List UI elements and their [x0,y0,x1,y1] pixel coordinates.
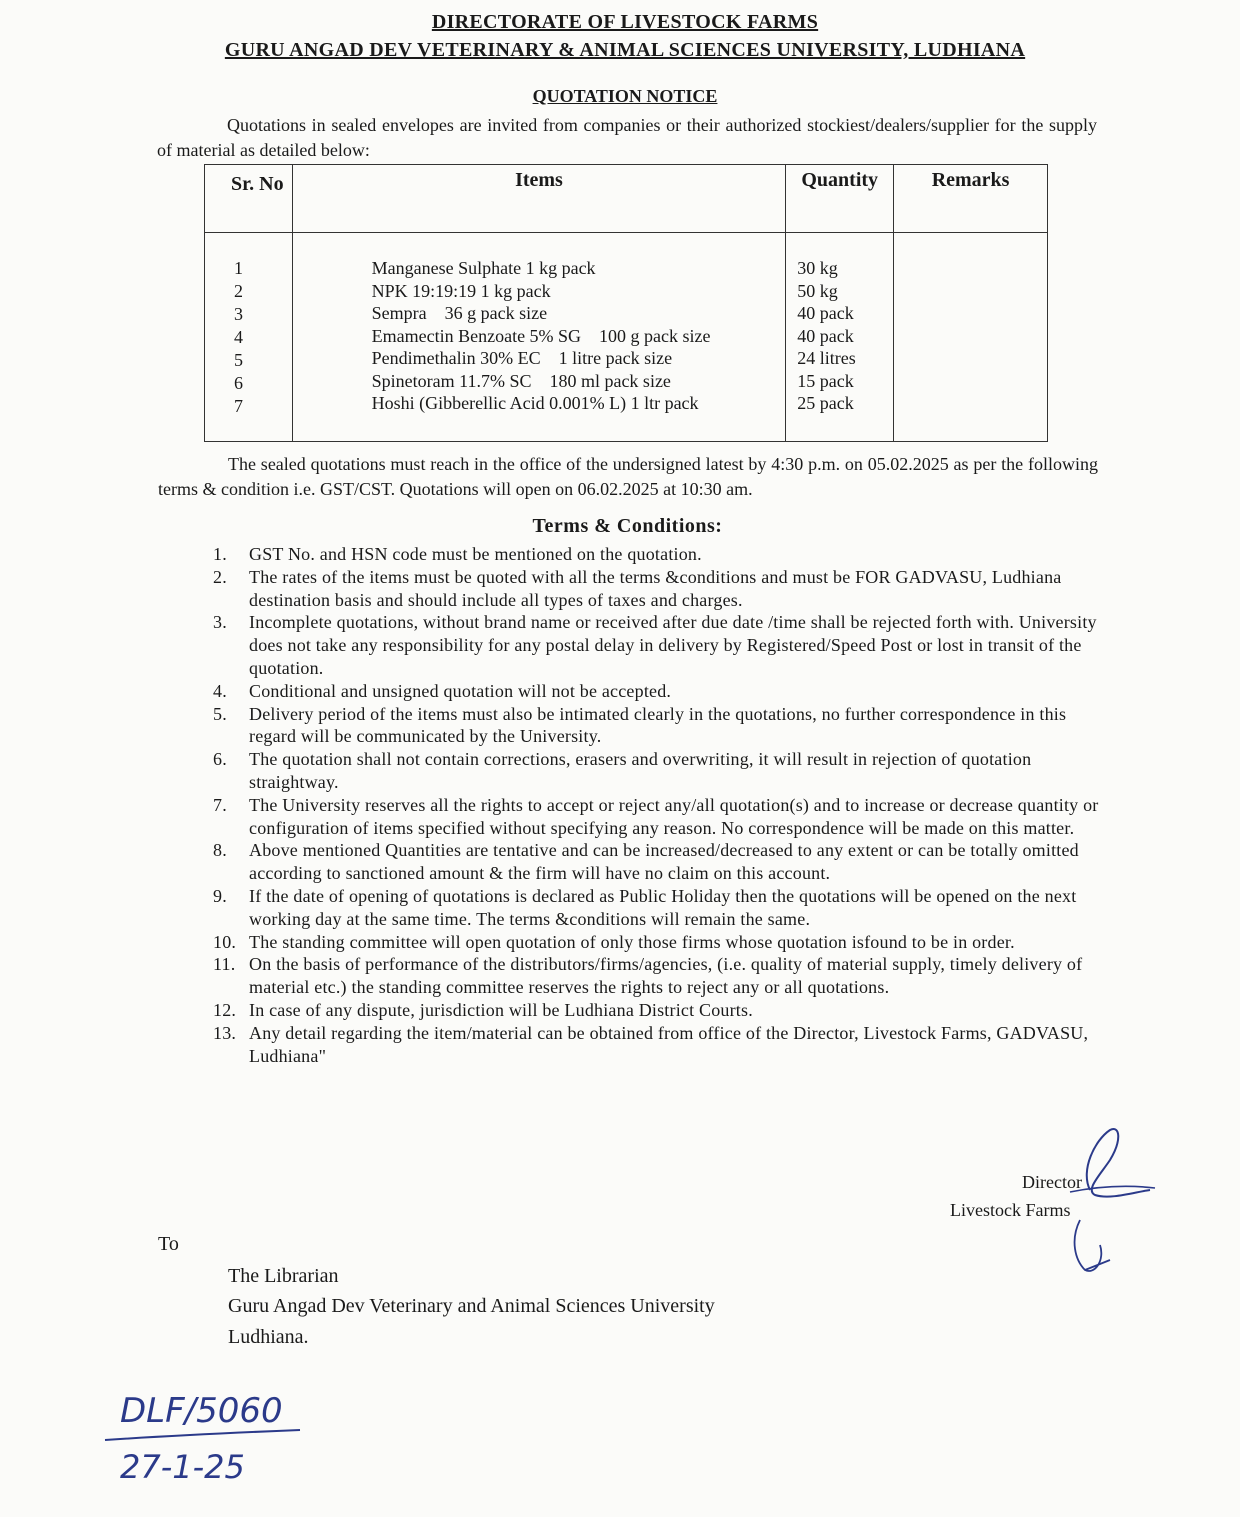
list-item [213,953,1103,999]
term-text: Any detail regarding the item/material can be obtained from office of the Director, Livestock Farms, GADVASU, Ludhiana" [249,1022,1089,1066]
closing-text: The sealed quotations must reach in the office of the undersigned latest by 4:30 p.m. on 05.02.2025 as per the following terms & condition i.e. GST/CST. Quotations will open on 06.02.2025 at 10:30 am. [158,454,1098,499]
term-number: 3. [213,612,227,633]
address-line-2: Guru Angad Dev Veterinary and Animal Sciences University [228,1295,715,1317]
term-text: On the basis of performance of the distributors/firms/agencies, (i.e. quality of material supply, timely delivery of material etc.) the standing committee reserves the rights to reject any or all quotations. [249,954,1083,998]
table-row-qty: 50 kg [797,280,838,301]
handwritten-ref: DLF/5060 [120,1391,283,1431]
table-row-sr: 4 [234,327,243,347]
table-row-sr: 3 [234,304,243,324]
term-number: 11. [213,954,236,975]
table-row-item: Sempra 36 g pack size [371,303,548,323]
signatory-title: Director [1022,1172,1082,1192]
address-line-3: Ludhiana. [228,1326,309,1348]
table-row-item: Hoshi (Gibberellic Acid 0.001% L) 1 ltr pack [371,393,699,413]
table-row-qty: 40 pack [797,325,854,346]
term-number: 6. [213,749,227,770]
table-row-qty: 15 pack [797,370,854,391]
term-text: The rates of the items must be quoted with all the terms &conditions and must be FOR GADVASU, Ludhiana destination basis and should include all types of taxes and charges. [249,566,1062,610]
notice-title: QUOTATION NOTICE [532,86,718,106]
term-number: 10. [213,931,237,952]
list-item [213,543,1103,566]
table-row-qty: 25 pack [797,393,854,413]
list-item [213,839,1103,885]
term-number: 5. [213,703,227,724]
list-item [213,748,1103,794]
sr-column [205,233,293,442]
table-row-qty: 40 pack [797,303,854,323]
address-line-1: The Librarian [228,1265,339,1287]
table-row-sr: 7 [234,396,243,416]
table-row-item: NPK 19:19:19 1 kg pack [371,280,551,301]
term-number: 9. [213,885,227,906]
term-text: The standing committee will open quotation of only those firms whose quotation isfound to be in order. [249,931,1015,952]
signatory-office: Livestock Farms [950,1200,1071,1220]
term-text: Above mentioned Quantities are tentative and can be increased/decreased to any extent or can be totally omitted according to sanctioned amount & the firm will have no claim on this account. [249,840,1079,884]
header-quantity: Quantity [786,165,894,233]
term-text: In case of any dispute, jurisdiction will be Ludhiana District Courts. [249,999,753,1020]
table-header-row [205,165,1048,233]
terms-list [213,543,1103,1067]
table-row-sr: 6 [234,373,243,393]
table-row-sr: 1 [234,258,243,278]
term-text: If the date of opening of quotations is declared as Public Holiday then the quotations will be opened on the next working day at the same time. The terms &conditions will remain the same. [249,885,1077,929]
term-text: Delivery period of the items must also be intimated clearly in the quotations, no further correspondence in this regard will be communicated by the University. [249,703,1067,747]
header-sr-no: Sr. No [205,165,293,233]
list-item [213,794,1103,840]
list-item [213,611,1103,679]
to-label: To [158,1233,179,1255]
list-item [213,999,1103,1022]
intro-text: Quotations in sealed envelopes are invited from companies or their authorized stockiest/dealers/supplier for the supply of material as detailed below: [157,115,1097,160]
list-item [213,885,1103,931]
table-row-item: Spinetoram 11.7% SC 180 ml pack size [371,370,671,391]
term-text: The quotation shall not contain corrections, erasers and overwriting, it will result in rejection of quotation straightway. [249,749,1032,792]
table-row-qty: 24 litres [797,348,856,368]
handwritten-date: 27-1-25 [120,1448,245,1486]
list-item [213,931,1103,954]
term-text: Conditional and unsigned quotation will not be accepted. [249,680,672,701]
term-text: The University reserves all the rights to accept or reject any/all quotation(s) and to increase or decrease quantity or configuration of items specified without specifying any reason. No correspondence will be made on this matter. [249,794,1099,838]
term-number: 13. [213,1022,237,1043]
table-row-qty: 30 kg [797,258,838,278]
remarks-column [894,233,1048,442]
directorate-heading: DIRECTORATE OF LIVESTOCK FARMS [431,11,819,33]
list-item [213,566,1103,612]
list-item [213,680,1103,703]
header-items: Items [292,165,786,233]
closing-paragraph [158,452,1098,502]
list-item [213,703,1103,749]
term-number: 12. [213,999,237,1020]
table-row-item: Pendimethalin 30% EC 1 litre pack size [371,348,673,368]
term-number: 2. [213,566,227,587]
header-remarks: Remarks [894,165,1048,233]
term-number: 1. [213,544,227,564]
term-number: 4. [213,680,227,701]
term-text: Incomplete quotations, without brand name or received after due date /time shall be rejected forth with. University does not take any responsibility for any postal delay in delivery by Registered/Speed Post or lost in transit of the quotation. [249,612,1097,678]
table-body-row [205,233,1048,442]
university-heading: GURU ANGAD DEV VETERINARY & ANIMAL SCIENCES UNIVERSITY, LUDHIANA [224,39,1026,61]
term-number: 7. [213,794,227,815]
items-column [292,233,786,442]
items-table [204,164,1048,442]
term-text: GST No. and HSN code must be mentioned on the quotation. [249,544,702,564]
terms-title: Terms & Conditions: [532,515,723,537]
handwritten-reference-note [100,1380,330,1490]
table-row-item: Manganese Sulphate 1 kg pack [371,258,596,278]
table-row-sr: 2 [234,281,243,301]
term-number: 8. [213,840,227,861]
list-item [213,1022,1103,1068]
intro-paragraph [157,113,1097,163]
table-row-item: Emamectin Benzoate 5% SG 100 g pack size [371,325,711,346]
letterhead [0,8,1240,64]
quantity-column [786,233,894,442]
table-row-sr: 5 [234,350,243,370]
